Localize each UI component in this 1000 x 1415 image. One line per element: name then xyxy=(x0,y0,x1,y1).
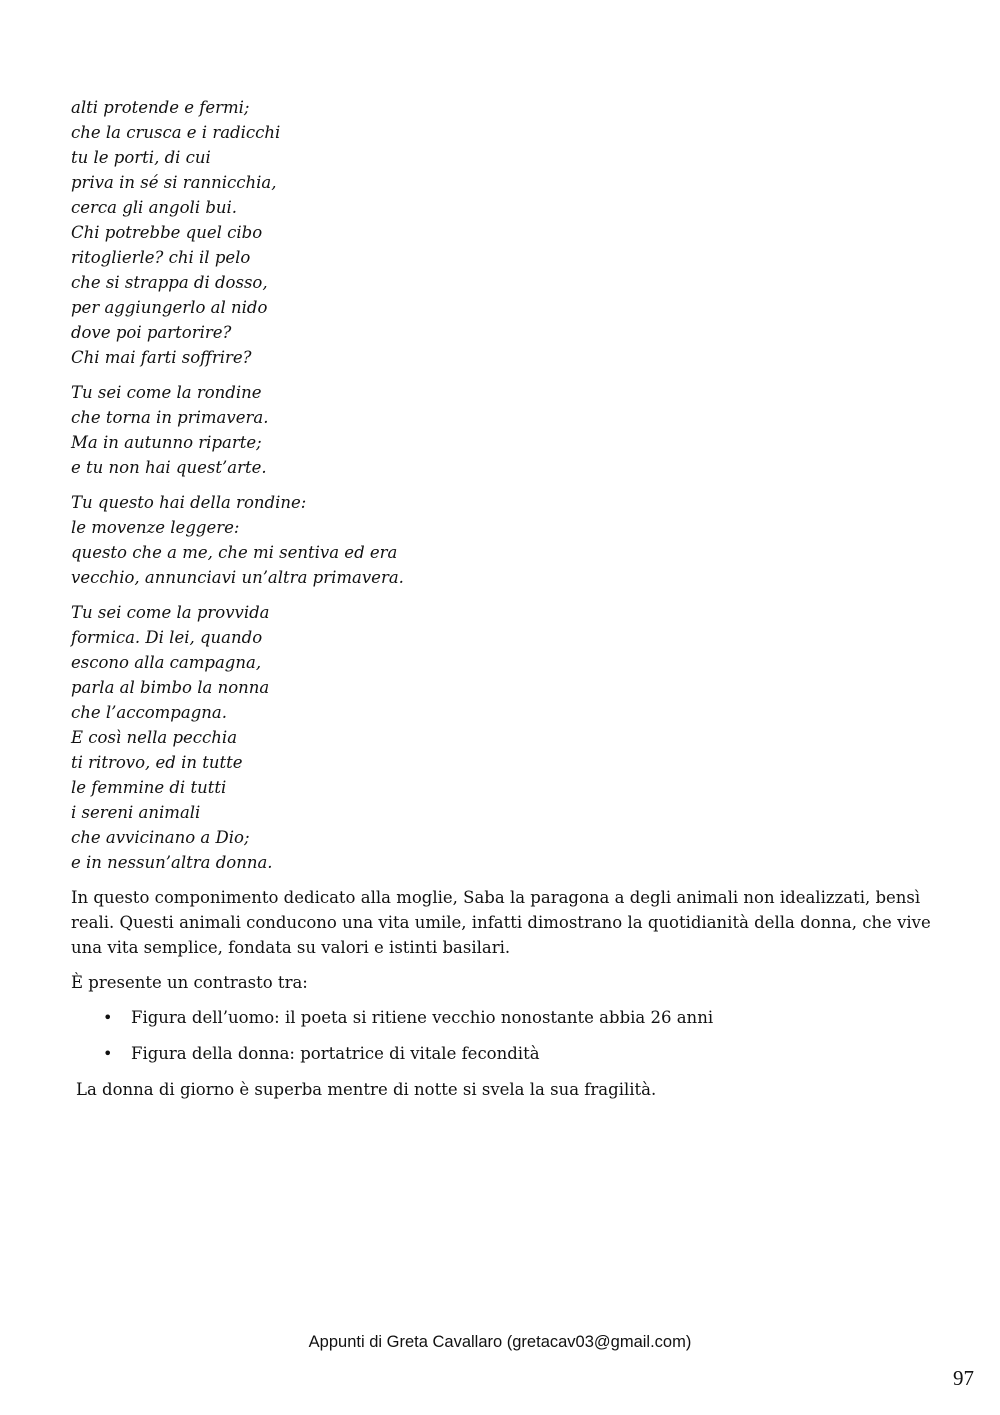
poem-verse: che la crusca e i radicchi xyxy=(71,123,281,142)
poem-verse: le movenze leggere: xyxy=(71,518,240,537)
poem-verse: Ma in autunno riparte; xyxy=(71,433,262,452)
poem-verse: le femmine di tutti xyxy=(71,778,227,797)
poem-verse: formica. Di lei, quando xyxy=(71,628,263,647)
poem-verse: alti protende e fermi; xyxy=(71,98,250,117)
poem-verse: dove poi partorire? xyxy=(71,323,232,342)
poem-stanza-2 xyxy=(71,380,931,480)
poem-verse: Tu sei come la provvida xyxy=(71,603,270,622)
poem-verse: e tu non hai quest’arte. xyxy=(71,458,267,477)
poem-verse: ritoglierle? chi il pelo xyxy=(71,248,251,267)
poem-verse: i sereni animali xyxy=(71,803,201,822)
page-footer: Appunti di Greta Cavallaro (gretacav03@gmail.com) xyxy=(308,1333,692,1351)
poem-verse: ti ritrovo, ed in tutte xyxy=(71,753,243,772)
list-item-text: Figura dell’uomo: il poeta si ritiene vecchio nonostante abbia 26 anni xyxy=(131,1008,714,1027)
commentary-paragraph: La donna di giorno è superba mentre di notte si svela la sua fragilità. xyxy=(76,1080,657,1099)
poem-verse: questo che a me, che mi sentiva ed era xyxy=(71,543,398,562)
poem-verse: Tu sei come la rondine xyxy=(71,383,262,402)
commentary-paragraph: È presente un contrasto tra: xyxy=(71,973,308,992)
poem-verse: escono alla campagna, xyxy=(71,653,262,672)
contrast-list xyxy=(71,1005,931,1066)
poem-verse: vecchio, annunciavi un’altra primavera. xyxy=(71,568,404,587)
poem-verse: cerca gli angoli bui. xyxy=(71,198,238,217)
poem-stanza-4 xyxy=(71,600,931,875)
list-item xyxy=(71,1041,931,1066)
poem-verse: che torna in primavera. xyxy=(71,408,269,427)
poem-verse: parla al bimbo la nonna xyxy=(71,678,270,697)
poem-verse: priva in sé si rannicchia, xyxy=(71,173,277,192)
page-number: 97 xyxy=(953,1366,974,1390)
poem-verse: che l’accompagna. xyxy=(71,703,227,722)
bullet-icon: • xyxy=(103,1044,113,1063)
bullet-icon: • xyxy=(103,1008,113,1027)
poem-verse: per aggiungerlo al nido xyxy=(71,298,268,317)
list-item-text: Figura della donna: portatrice di vitale fecondità xyxy=(131,1044,540,1063)
poem-verse: che si strappa di dosso, xyxy=(71,273,268,292)
poem-verse: Chi potrebbe quel cibo xyxy=(71,223,263,242)
commentary-paragraph: In questo componimento dedicato alla moglie, Saba la paragona a degli animali non idealizzati, bensì reali. Questi animali conducono una vita umile, infatti dimostrano la quotidianità della donna, che vive una vita semplice, fondata su valori e istinti basilari. xyxy=(71,888,931,957)
poem-verse: E così nella pecchia xyxy=(71,728,238,747)
poem-verse: che avvicinano a Dio; xyxy=(71,828,250,847)
poem-stanza-3 xyxy=(71,490,931,590)
poem-verse: Tu questo hai della rondine: xyxy=(71,493,307,512)
poem-stanza-1 xyxy=(71,95,931,370)
poem-verse: Chi mai farti soffrire? xyxy=(71,348,252,367)
poem-verse: e in nessun’altra donna. xyxy=(71,853,273,872)
page-content xyxy=(71,95,931,1112)
poem-verse: tu le porti, di cui xyxy=(71,148,211,167)
list-item xyxy=(71,1005,931,1030)
